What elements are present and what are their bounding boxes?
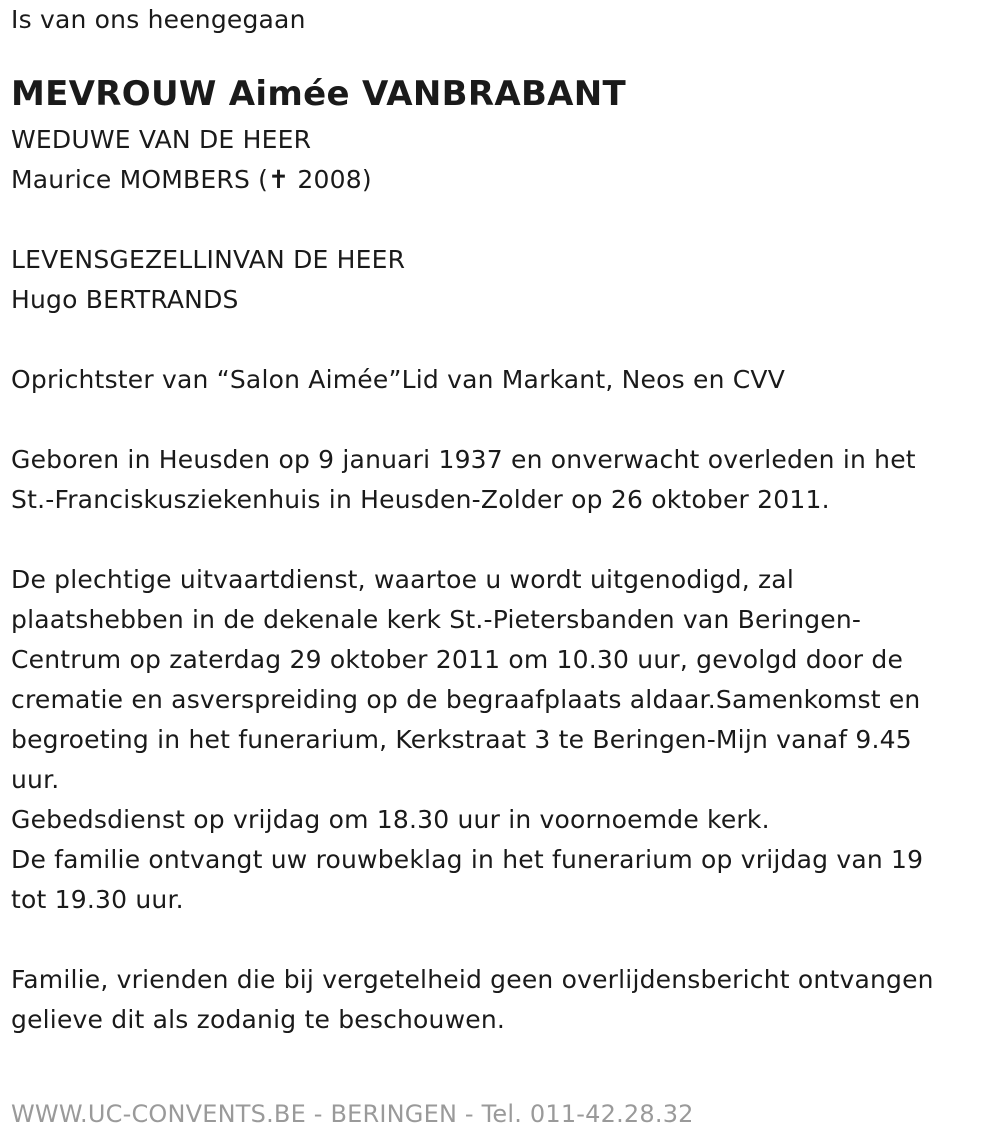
partner-label: LEVENSGEZELLINVAN DE HEER (11, 245, 406, 274)
spacer (11, 920, 991, 960)
funeral-line: tot 19.30 uur. (11, 885, 184, 914)
funeral-line: crematie en asverspreiding op de begraafplaats aldaar.Samenkomst en (11, 685, 921, 714)
funeral-line: Gebedsdienst op vrijdag om 18.30 uur in voornoemde kerk. (11, 805, 770, 834)
birth-line: Geboren in Heusden op 9 januari 1937 en onverwacht overleden in het (11, 445, 916, 474)
partner-name: Hugo BERTRANDS (11, 285, 239, 314)
obituary-notice (11, 0, 991, 1040)
spacer (11, 520, 991, 560)
funeral-line: Centrum op zaterdag 29 oktober 2011 om 10.30 uur, gevolgd door de (11, 645, 904, 674)
closing-line: Familie, vrienden die bij vergetelheid geen overlijdensbericht ontvangen (11, 965, 934, 994)
closing-line: gelieve dit als zodanig te beschouwen. (11, 1005, 506, 1034)
spacer (11, 320, 991, 360)
spouse-name: Maurice MOMBERS (✝ 2008) (11, 165, 372, 194)
widow-label: WEDUWE VAN DE HEER (11, 125, 312, 154)
funeral-paragraph (11, 560, 991, 920)
founder-text: Oprichtster van “Salon Aimée”Lid van Markant, Neos en CVV (11, 365, 786, 394)
spacer (11, 40, 991, 68)
spacer (11, 200, 991, 240)
deceased-name: MEVROUW Aimée VANBRABANT (11, 74, 627, 114)
intro-text: Is van ons heengegaan (11, 5, 306, 34)
spacer (11, 400, 991, 440)
footer-contact: WWW.UC-CONVENTS.BE - BERINGEN - Tel. 011-42.28.32 (11, 1100, 694, 1128)
funeral-line: De plechtige uitvaartdienst, waartoe u wordt uitgenodigd, zal (11, 565, 794, 594)
funeral-line: plaatshebben in de dekenale kerk St.-Pietersbanden van Beringen- (11, 605, 862, 634)
birth-line: St.-Franciskusziekenhuis in Heusden-Zolder op 26 oktober 2011. (11, 485, 830, 514)
funeral-line: uur. (11, 765, 60, 794)
funeral-line: De familie ontvangt uw rouwbeklag in het funerarium op vrijdag van 19 (11, 845, 924, 874)
funeral-line: begroeting in het funerarium, Kerkstraat 3 te Beringen-Mijn vanaf 9.45 (11, 725, 912, 754)
closing-paragraph (11, 960, 991, 1040)
